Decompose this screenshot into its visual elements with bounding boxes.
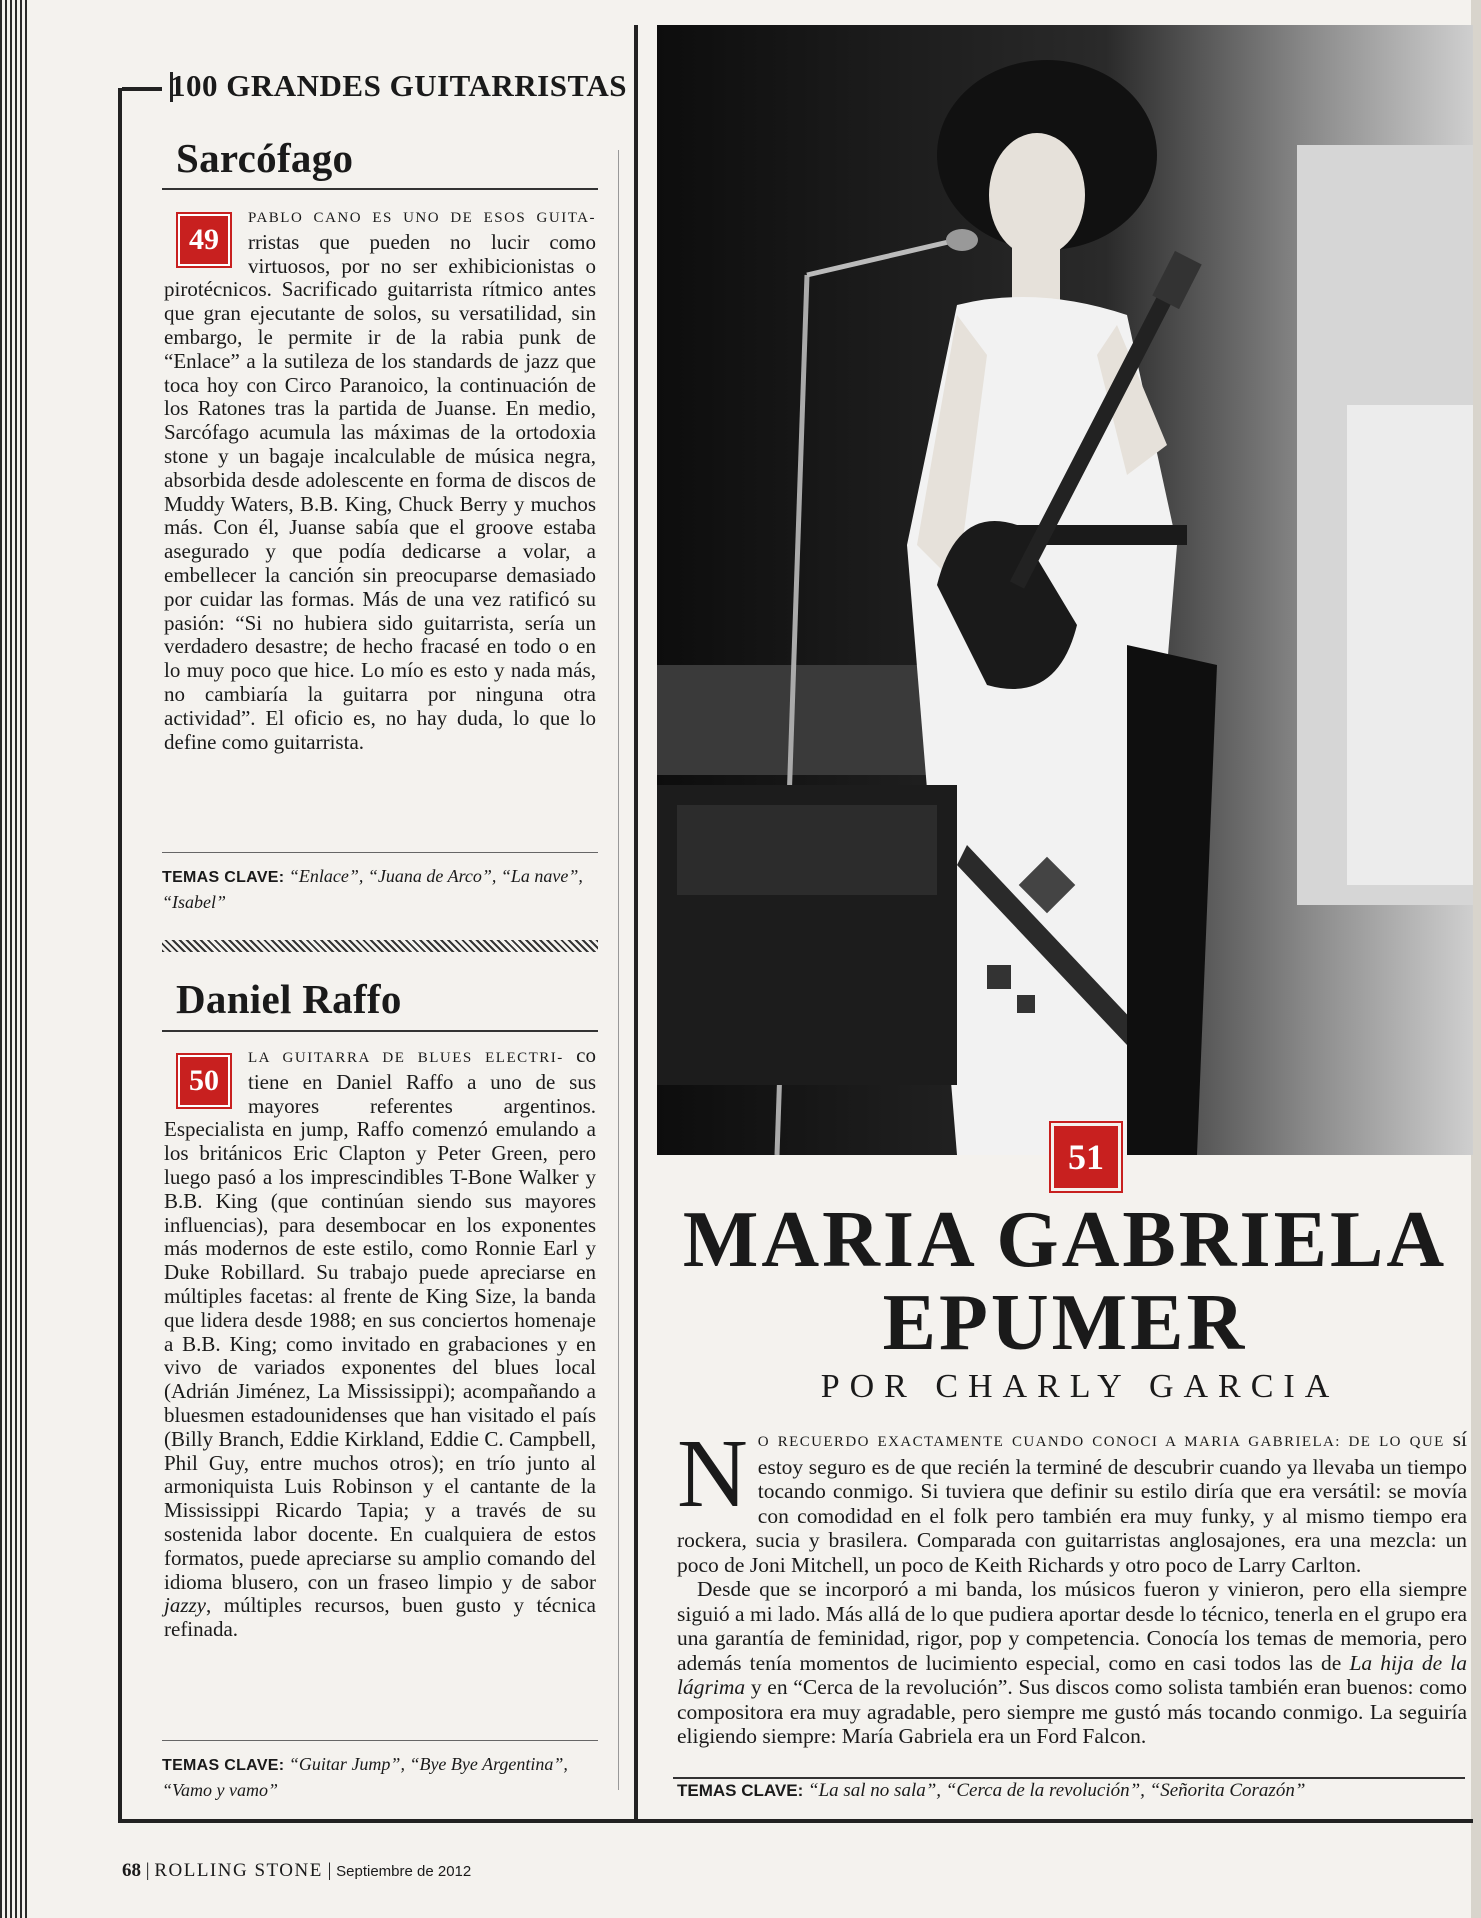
entry-49-name: Sarcófago — [176, 135, 354, 181]
frame-bottom-rule — [118, 1819, 1473, 1823]
byline-author: CHARLY GARCIA — [935, 1368, 1340, 1405]
column-thin-rule — [618, 150, 619, 1790]
entry-50-keytracks — [162, 1752, 598, 1803]
entry-49-lead: PABLO CANO ES UNO DE ESOS GUITA- — [248, 210, 596, 226]
entry-50-rank-badge: 50 — [178, 1055, 230, 1107]
frame-column-divider — [634, 25, 638, 1823]
entry-51-rank-badge: 51 — [1051, 1123, 1121, 1191]
section-divider-hatch — [162, 940, 598, 952]
entry-50-text-end: , múltiples recursos, buen gusto y técnica refinada. — [164, 1593, 596, 1642]
keytracks-values: “Enlace”, “Juana de Arco”, “La nave”, “Isabel” — [162, 866, 583, 912]
entry-50-rule — [162, 1030, 598, 1032]
entry-49-keytracks — [162, 864, 598, 915]
page-number: 68 — [122, 1860, 141, 1881]
magazine-name: ROLLING STONE — [154, 1860, 323, 1881]
issue-date: Septiembre de 2012 — [336, 1863, 472, 1880]
entry-50-body — [164, 1044, 596, 1724]
entry-51-story — [677, 1420, 1468, 1749]
entry-50-text: co tiene en Daniel Raffo a uno de sus mayores referentes argentinos. Especialista en jump, Raffo comenzó emulando a los británicos Eric Clapton y Peter Green, pero luego pasó a los imprescindibles T-Bone Walker y B.B. King (que continúan siendo sus mayores influencias), para desembocar en los exponentes más modernos de este estilo, como Ronnie Earl y Duke Robillard. Su trabajo puede apreciarse en múltiples facetas: al frente de King Size, la banda que lidera desde 1988; en sus conciertos homenaje a B.B. King; como invitado en grabaciones y en vivo de variados exponentes del blues local (Adrián Jiménez, La Mississippi); acompañando a bluesmen estadounidenses que han visitado el país (Billy Branch, Eddie Kirkland, Eddie C. Campbell, Phil Guy, entre muchos otros); en trío junto al armoniquista Luis Robinson y el cantante de la Mississippi Ricardo Tapia; y a través de su sostenida labor docente. En cualquiera de estos formatos, puede apreciarse su amplio comando del idioma blusero, con un fraseo limpio y de sabor — [164, 1043, 596, 1594]
keytracks-label: TEMAS CLAVE: — [677, 1781, 804, 1800]
page-edge — [0, 0, 30, 1918]
badge-space — [164, 204, 248, 274]
entry-50-lead: LA GUITARRA DE BLUES ELECTRI- — [248, 1050, 564, 1066]
entry-49-keytracks-rule — [162, 852, 598, 853]
series-title: 100 GRANDES GUITARRISTAS — [170, 68, 627, 103]
byline-por: POR — [820, 1368, 917, 1405]
entry-51-name-line1: MARIA GABRIELA — [682, 1196, 1448, 1284]
guitarist-photo — [657, 25, 1473, 1155]
entry-49-body — [164, 204, 596, 844]
keytracks-values: “La sal no sala”, “Cerca de la revolución”, “Señorita Corazón” — [808, 1780, 1306, 1801]
entry-51-name-line2: EPUMER — [882, 1279, 1248, 1367]
entry-49-text: rristas que pueden no lucir como virtuosos, por no ser exhibicionistas o pirotécnicos. Sacrificado guitarrista rítmico antes que gran ejecutante de solos, su versatilidad, sin embargo, le permite ir de la rabia punk de “Enlace” a la sutileza de los standards de jazz que toca hoy con Circo Paranoico, la continuación de los Ratones tras la partida de Juanse. En medio, Sarcófago acumula las máximas de la ortodoxia stone y un bagaje incalculable de música negra, absorbida desde adolescente en forma de discos de Muddy Waters, B.B. King, Chuck Berry y muchos más. Con él, Juanse sabía que el groove estaba asegurado y que podía dedicarse a volar, a embellecer la canción sin preocuparse demasiado por cuidar las formas. Más de una vez ratificó su pasión: “Si no hubiera sido guitarrista, sería un verdadero desastre; de hecho fracasé en todo o en lo muy poco que hice. Lo mío es esto y nada más, no cambiaría la guitarra por ninguna otra actividad”. El oficio es, no hay duda, lo que lo define como guitarrista. — [164, 229, 596, 754]
frame-left-rule — [118, 88, 122, 1823]
entry-51-para2-italic: La hija de la lágrima — [677, 1650, 1468, 1699]
entry-51-lead: O RECUERDO EXACTAMENTE CUANDO CONOCI A MARIA GABRIELA: DE LO QUE — [757, 1434, 1445, 1450]
entry-50-text-italic: jazzy — [164, 1593, 206, 1618]
entry-51-keytracks-rule — [673, 1777, 1465, 1779]
entry-49-rank-badge: 49 — [178, 214, 230, 266]
keytracks-label: TEMAS CLAVE: — [162, 869, 285, 886]
entry-50-keytracks-rule — [162, 1740, 598, 1741]
drop-cap: N — [677, 1420, 748, 1528]
entry-51-para2-a: Desde que se incorporó a mi banda, los músicos fueron y vinieron, pero ella siempre siguió a mi lado. Más allá de lo que pudiera aportar desde lo técnico, tenerla en el grupo era una garantía de feminidad, rigor, pop y competencia. Conocía los temas de memoria, pero además tenía momentos de lucimiento especial, como en casi todos las de — [677, 1577, 1467, 1675]
entry-51-keytracks — [677, 1780, 1467, 1802]
keytracks-label: TEMAS CLAVE: — [162, 1757, 285, 1774]
entry-51-para1: sí estoy seguro es de que recién la terminé de descubrir cuando ya llevaba un tiempo tocando conmigo. Si tuviera que definir su estilo diría que era versátil: se movía con comodidad en el folk pero también era muy funky, y al mismo tiempo era rockera, sucia y brasilera. Comparada con guitarristas anglosajones, era una mezcla: un poco de Joni Mitchell, un poco de Keith Richards y otro poco de Larry Carlton. — [677, 1427, 1468, 1577]
page-folio: 68 | ROLLING STONE | Septiembre de 2012 — [122, 1860, 472, 1881]
keytracks-values: “Guitar Jump”, “Bye Bye Argentina”, “Vamo y vamo” — [162, 1754, 568, 1800]
badge-space — [164, 1044, 248, 1114]
entry-49-rule — [162, 188, 598, 190]
entry-51-byline — [800, 1368, 1360, 1406]
entry-51-para2-b: y en “Cerca de la revolución”. Sus discos como solista también eran buenos: como compositora era muy agradable, pero siempre me gustó más tocando conmigo. La seguiría eligiendo siempre: María Gabriela era un Ford Falcon. — [677, 1675, 1468, 1748]
series-rule — [122, 87, 162, 91]
entry-50-name: Daniel Raffo — [176, 976, 402, 1022]
